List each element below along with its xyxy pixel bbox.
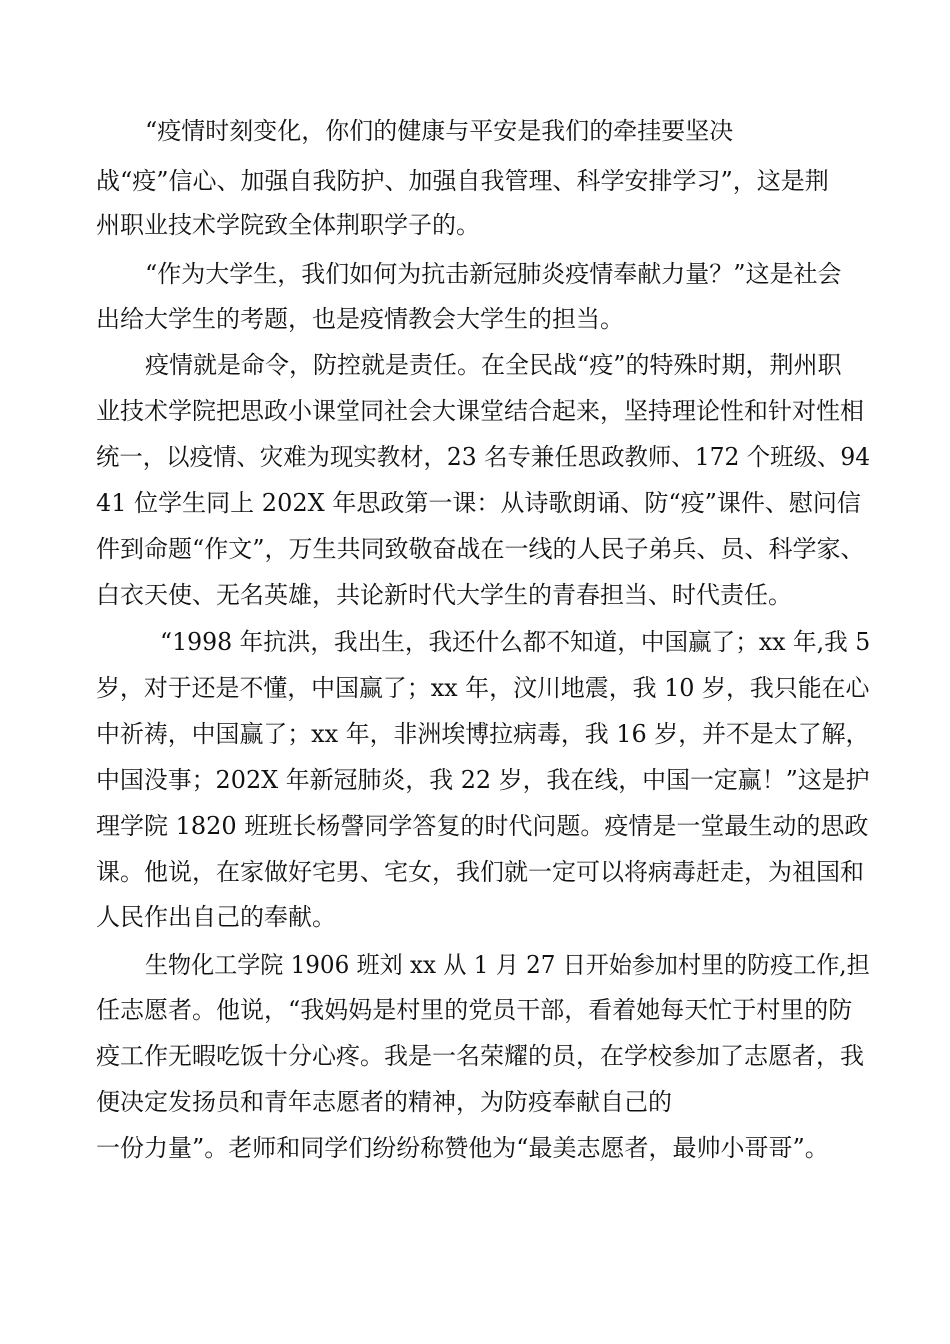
text-line: 理学院 1820 班班长杨謦同学答复的时代问题。疫情是一堂最生动的思政 [96,812,869,840]
text-line: 疫情就是命令，防控就是责任。在全民战“疫”的特殊时期，荆州职 [145,351,842,379]
text-line: 一份力量”。老师和同学们纷纷称赞他为“最美志愿者，最帅小哥哥”。 [96,1134,829,1162]
text-line: 战“疫”信心、加强自我防护、加强自我管理、科学安排学习”，这是荆 [96,167,829,195]
text-line: “作为大学生，我们如何为抗击新冠肺炎疫情奉献力量？”这是社会 [145,260,842,288]
text-line: 岁，对于还是不懂，中国赢了；xx 年，汶川地震，我 10 岁，我只能在心 [96,674,870,702]
text-line: 任志愿者。他说，“我妈妈是村里的党员干部，看着她每天忙于村里的防 [96,996,853,1024]
text-line: 便决定发扬员和青年志愿者的精神，为防疫奉献自己的 [96,1088,672,1116]
text-line: 州职业技术学院致全体荆职学子的。 [96,211,480,239]
text-line: 疫工作无暇吃饭十分心疼。我是一名荣耀的员，在学校参加了志愿者，我 [96,1042,864,1070]
text-line: “疫情时刻变化，你们的健康与平安是我们的牵挂要坚决 [145,117,734,145]
text-line: 人民作出自己的奉献。 [96,903,336,931]
text-line: 业技术学院把思政小课堂同社会大课堂结合起来，坚持理论性和针对性相 [96,397,864,425]
text-line: 统一，以疫情、灾难为现实教材，23 名专兼任思政教师、172 个班级、94 [96,443,871,471]
text-line: “1998 年抗洪，我出生，我还什么都不知道，中国赢了；xx 年,我 5 [160,628,871,656]
text-line: 中祈祷，中国赢了；xx 年，非洲埃博拉病毒，我 16 岁，并不是太了解， [96,720,870,748]
text-line: 课。他说，在家做好宅男、宅女，我们就一定可以将病毒赶走，为祖国和 [96,858,864,886]
text-line: 出给大学生的考题，也是疫情教会大学生的担当。 [96,305,624,333]
text-line: 生物化工学院 1906 班刘 xx 从 1 月 27 日开始参加村里的防疫工作,担 [145,951,870,979]
text-line: 白衣天使、无名英雄，共论新时代大学生的青春担当、时代责任。 [96,581,792,609]
text-line: 件到命题“作文”，万生共同致敬奋战在一线的人民子弟兵、员、科学家、 [96,535,865,563]
text-line: 中国没事；202X 年新冠肺炎，我 22 岁，我在线，中国一定赢！”这是护 [96,766,870,794]
text-line: 41 位学生同上 202X 年思政第一课：从诗歌朗诵、防“疫”课件、慰问信 [96,489,861,517]
